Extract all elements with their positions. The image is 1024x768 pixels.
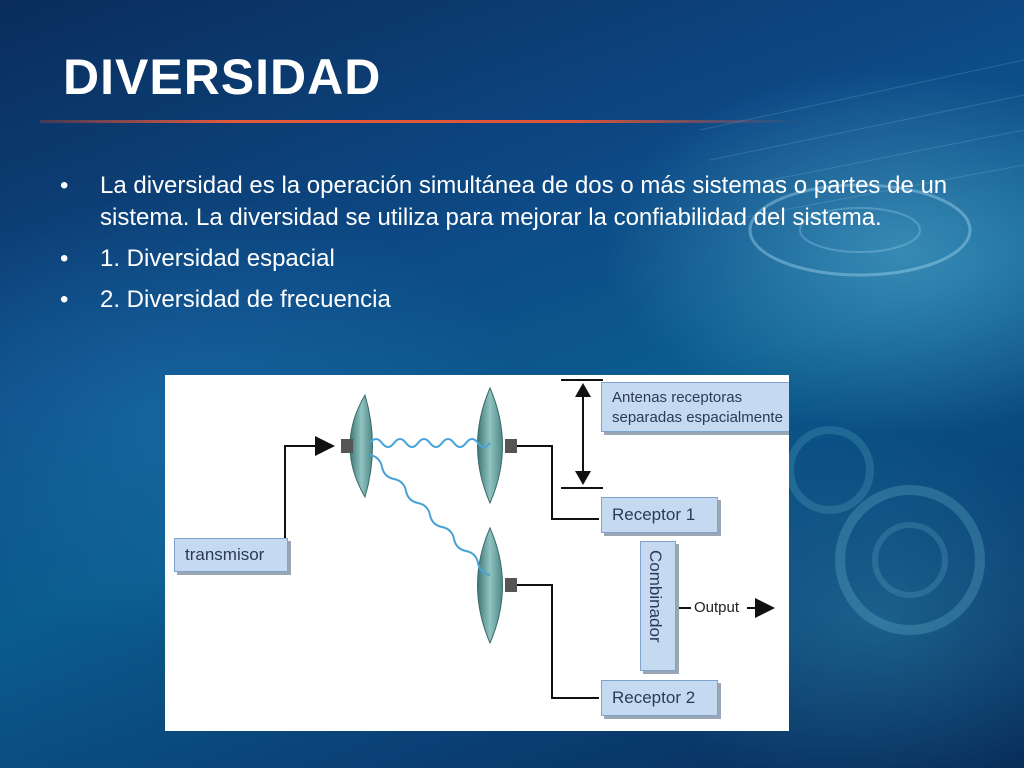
antenas-label-line-1: Antenas receptoras: [612, 389, 743, 406]
bullet-text: 2. Diversidad de frecuencia: [100, 286, 391, 313]
transmitting-dish: [341, 395, 373, 497]
title-underline: [40, 120, 800, 123]
bullet-list: [60, 170, 960, 325]
signal-wave-diagonal: [370, 455, 490, 575]
bullet-marker: •: [60, 286, 69, 313]
bullet-text: 1. Diversidad espacial: [100, 245, 335, 272]
diversity-diagram: [165, 375, 789, 731]
receptor-2-label: Receptor 2: [612, 688, 696, 707]
antenas-label-box: [601, 382, 789, 432]
bullet-item: [60, 243, 960, 275]
combinador-label: Combinador: [646, 550, 665, 643]
bullet-marker: •: [60, 172, 69, 199]
bullet-item: [60, 284, 960, 316]
signal-wave-direct: [370, 439, 490, 447]
receptor-1-label: Receptor 1: [612, 505, 696, 524]
bullet-marker: •: [60, 245, 69, 272]
transmisor-label: transmisor: [185, 545, 265, 564]
bullet-item: [60, 170, 960, 234]
receiving-dish-1: [478, 388, 518, 503]
slide-title: DIVERSIDAD: [63, 49, 382, 105]
output-label: Output: [694, 599, 740, 616]
receptor-1-box: [601, 497, 718, 533]
receptor-2-box: [601, 680, 718, 716]
receiving-dish-2: [478, 528, 518, 643]
combinador-box: [640, 541, 676, 671]
bullet-text: La diversidad es la operación simultánea de dos o más sistemas o partes de un sistema. La diversidad se utiliza para mejorar la confiabilidad del sistema.: [100, 172, 948, 231]
transmisor-box: [174, 538, 288, 572]
transmitter-feed-line: [285, 446, 331, 540]
antenas-label-line-2: separadas espacialmente: [612, 409, 783, 426]
dish2-to-receptor2-line: [517, 585, 599, 698]
dish1-to-receptor1-line: [517, 446, 599, 519]
